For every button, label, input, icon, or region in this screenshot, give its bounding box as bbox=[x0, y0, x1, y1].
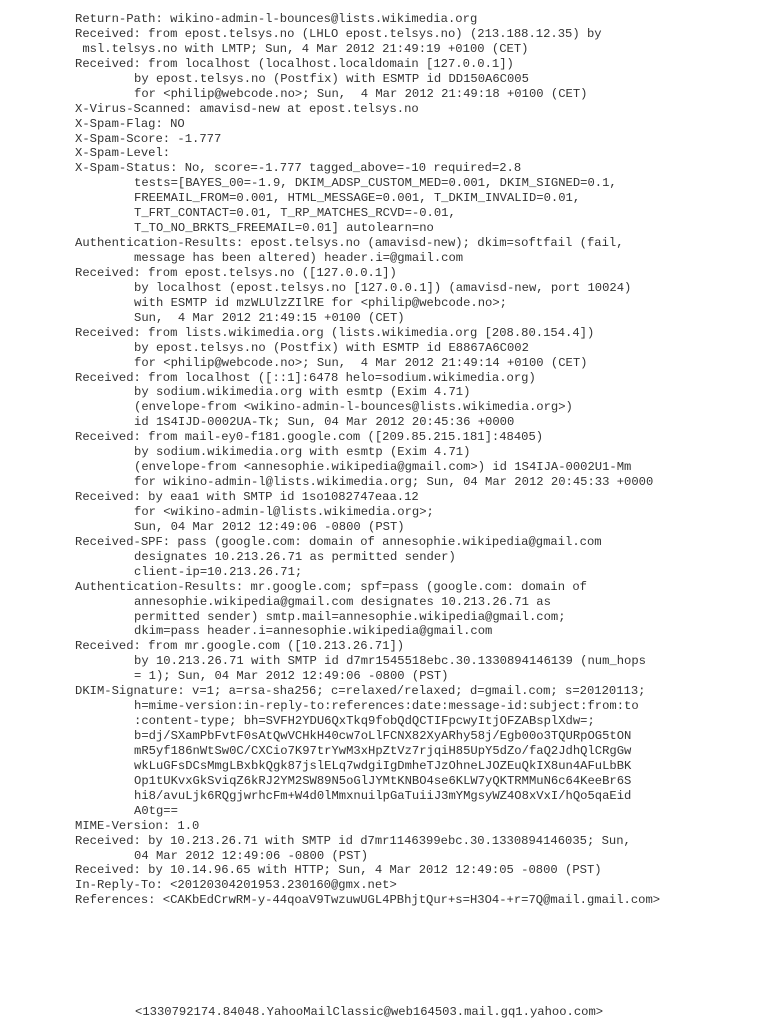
header-continuation-line: for wikino-admin-l@lists.wikimedia.org; Sun, 04 Mar 2012 20:45:33 +0000 bbox=[134, 475, 654, 490]
header-line: Received: from mr.google.com ([10.213.26.71]) bbox=[75, 639, 405, 654]
header-line: Received-SPF: pass (google.com: domain of annesophie.wikipedia@gmail.com bbox=[75, 534, 602, 549]
header-line: Return-Path: wikino-admin-l-bounces@lists.wikimedia.org bbox=[75, 12, 478, 26]
header-continuation-line: message has been altered) header.i=@gmail.com bbox=[134, 251, 464, 265]
header-line: Received: from localhost (localhost.localdomain [127.0.0.1]) bbox=[75, 56, 514, 71]
header-continuation-line: designates 10.213.26.71 as permitted sender) bbox=[134, 549, 456, 564]
header-continuation-line: by epost.telsys.no (Postfix) with ESMTP id DD150A6C005 bbox=[134, 71, 529, 86]
header-continuation-line: by 10.213.26.71 with SMTP id d7mr1545518ebc.30.1330894146139 (num_hops bbox=[134, 654, 646, 669]
header-continuation-line: Sun, 4 Mar 2012 21:49:15 +0100 (CET) bbox=[134, 310, 405, 325]
header-line: Received: by eaa1 with SMTP id 1so1082747eaa.12 bbox=[75, 490, 419, 504]
header-continuation-line: 04 Mar 2012 12:49:06 -0800 (PST) bbox=[134, 848, 369, 863]
header-continuation-line: permitted sender) smtp.mail=annesophie.wikipedia@gmail.com; bbox=[134, 609, 566, 624]
header-continuation-line: wkLuGFsDCsMmgLBxbkQgk87jslELq7wdgiIgDmheTJzOhneLJOZEuQkIX8un4AFuLbBK bbox=[134, 758, 632, 773]
header-line: Received: by 10.14.96.65 with HTTP; Sun, 4 Mar 2012 12:49:05 -0800 (PST) bbox=[75, 863, 602, 878]
header-continuation-line: for <wikino-admin-l@lists.wikimedia.org>; bbox=[134, 504, 434, 519]
header-continuation-line: with ESMTP id mzWLUlzZIlRE for <philip@webcode.no>; bbox=[134, 295, 507, 310]
header-continuation-line: client-ip=10.213.26.71; bbox=[134, 564, 303, 579]
header-continuation-line: Op1tUKvxGkSviqZ6kRJ2YM2SW89N5oGlJYMtKNBO4se6KLW7yQKTRMMuN6c64KeeBr6S bbox=[134, 773, 632, 788]
header-continuation-line: (envelope-from <wikino-admin-l-bounces@lists.wikimedia.org>) bbox=[134, 400, 573, 415]
header-continuation-line: for <philip@webcode.no>; Sun, 4 Mar 2012 21:49:18 +0100 (CET) bbox=[134, 86, 588, 101]
header-continuation-line: by epost.telsys.no (Postfix) with ESMTP id E8867A6C002 bbox=[134, 340, 529, 355]
header-line: X-Spam-Level: bbox=[75, 146, 171, 161]
header-continuation-line: annesophie.wikipedia@gmail.com designates 10.213.26.71 as bbox=[134, 594, 551, 609]
header-continuation-line: T_FRT_CONTACT=0.01, T_RP_MATCHES_RCVD=-0.01, bbox=[134, 206, 456, 221]
header-line: X-Spam-Flag: NO bbox=[75, 116, 185, 131]
header-line: In-Reply-To: <20120304201953.230160@gmx.net> bbox=[75, 878, 397, 893]
header-line: MIME-Version: 1.0 bbox=[75, 818, 200, 833]
header-continuation-line: A0tg== bbox=[134, 803, 178, 818]
header-continuation-line: h=mime-version:in-reply-to:references:date:message-id:subject:from:to bbox=[134, 699, 639, 714]
header-line: Received: from lists.wikimedia.org (lists.wikimedia.org [208.80.154.4]) bbox=[75, 325, 595, 340]
header-continuation-line: mR5yf186nWtSw0C/CXCio7K97trYwM3xHpZtVz7rjqiH85UpY5dZo/faQ2JdhQlCRgGw bbox=[134, 743, 632, 758]
header-continuation-line: id 1S4IJD-0002UA-Tk; Sun, 04 Mar 2012 20:45:36 +0000 bbox=[134, 415, 515, 430]
header-continuation-line: = 1); Sun, 04 Mar 2012 12:49:06 -0800 (PST) bbox=[134, 669, 449, 684]
header-continuation-line: b=dj/SXamPbFvtF0sAtQwVCHkH40cw7oLlFCNX82XyARhy58j/Egb00o3TQURpOG5tON bbox=[134, 729, 632, 743]
header-line: X-Spam-Score: -1.777 bbox=[75, 131, 222, 146]
header-continuation-line: Sun, 04 Mar 2012 12:49:06 -0800 (PST) bbox=[134, 519, 405, 534]
header-continuation-line: T_TO_NO_BRKTS_FREEMAIL=0.01] autolearn=no bbox=[134, 221, 434, 236]
header-continuation-line: :content-type; bh=SVFH2YDU6QxTkq9fobQdQCTIFpcwyItjOFZABsplXdw=; bbox=[134, 714, 595, 729]
header-line: Received: from mail-ey0-f181.google.com ([209.85.215.181]:48405) bbox=[75, 430, 544, 445]
header-continuation-line: FREEMAIL_FROM=0.001, HTML_MESSAGE=0.001, T_DKIM_INVALID=0.01, bbox=[134, 191, 581, 206]
header-continuation-line: by sodium.wikimedia.org with esmtp (Exim 4.71) bbox=[134, 445, 471, 460]
raw-email-headers bbox=[75, 12, 765, 908]
header-continuation-line: hi8/avuLjk6RQgjwrhcFm+W4d0lMmxnuilpGaTuiiJ3mYMgsyWZ4O8xVxI/hQo5qaEid bbox=[134, 788, 632, 803]
header-line: DKIM-Signature: v=1; a=rsa-sha256; c=relaxed/relaxed; d=gmail.com; s=20120113; bbox=[75, 684, 646, 699]
header-line: Received: from localhost ([::1]:6478 helo=sodium.wikimedia.org) bbox=[75, 370, 536, 385]
header-line: References: <CAKbEdCrwRM-y-44qoaV9TwzuwUGL4PBhjtQur+s=H3O4-+r=7Q@mail.gmail.com> bbox=[75, 893, 661, 908]
header-line: X-Spam-Status: No, score=-1.777 tagged_above=-10 required=2.8 bbox=[75, 161, 522, 176]
header-continuation-line: by localhost (epost.telsys.no [127.0.0.1]) (amavisd-new, port 10024) bbox=[134, 280, 632, 295]
header-continuation-line: (envelope-from <annesophie.wikipedia@gmail.com>) id 1S4IJA-0002U1-Mm bbox=[134, 460, 632, 475]
header-line: Received: from epost.telsys.no ([127.0.0.1]) bbox=[75, 265, 397, 280]
header-line: X-Virus-Scanned: amavisd-new at epost.telsys.no bbox=[75, 101, 419, 116]
header-line: Received: from epost.telsys.no (LHLO epost.telsys.no) (213.188.12.35) by bbox=[75, 26, 602, 41]
header-line: Received: by 10.213.26.71 with SMTP id d7mr1146399ebc.30.1330894146035; Sun, bbox=[75, 833, 631, 848]
header-continuation-line: by sodium.wikimedia.org with esmtp (Exim 4.71) bbox=[134, 385, 471, 400]
header-continuation-line: for <philip@webcode.no>; Sun, 4 Mar 2012 21:49:14 +0100 (CET) bbox=[134, 355, 588, 370]
header-continuation-line: dkim=pass header.i=annesophie.wikipedia@gmail.com bbox=[134, 624, 493, 639]
header-line: Authentication-Results: mr.google.com; spf=pass (google.com: domain of bbox=[75, 579, 587, 594]
header-line: Authentication-Results: epost.telsys.no (amavisd-new); dkim=softfail (fail, bbox=[75, 236, 624, 251]
header-continuation-line: tests=[BAYES_00=-1.9, DKIM_ADSP_CUSTOM_MED=0.001, DKIM_SIGNED=0.1, bbox=[134, 176, 617, 191]
header-line: msl.telsys.no with LMTP; Sun, 4 Mar 2012 21:49:19 +0100 (CET) bbox=[75, 41, 529, 56]
references-continuation-line: <1330792174.84048.YahooMailClassic@web164503.mail.gq1.yahoo.com> bbox=[135, 1005, 604, 1019]
